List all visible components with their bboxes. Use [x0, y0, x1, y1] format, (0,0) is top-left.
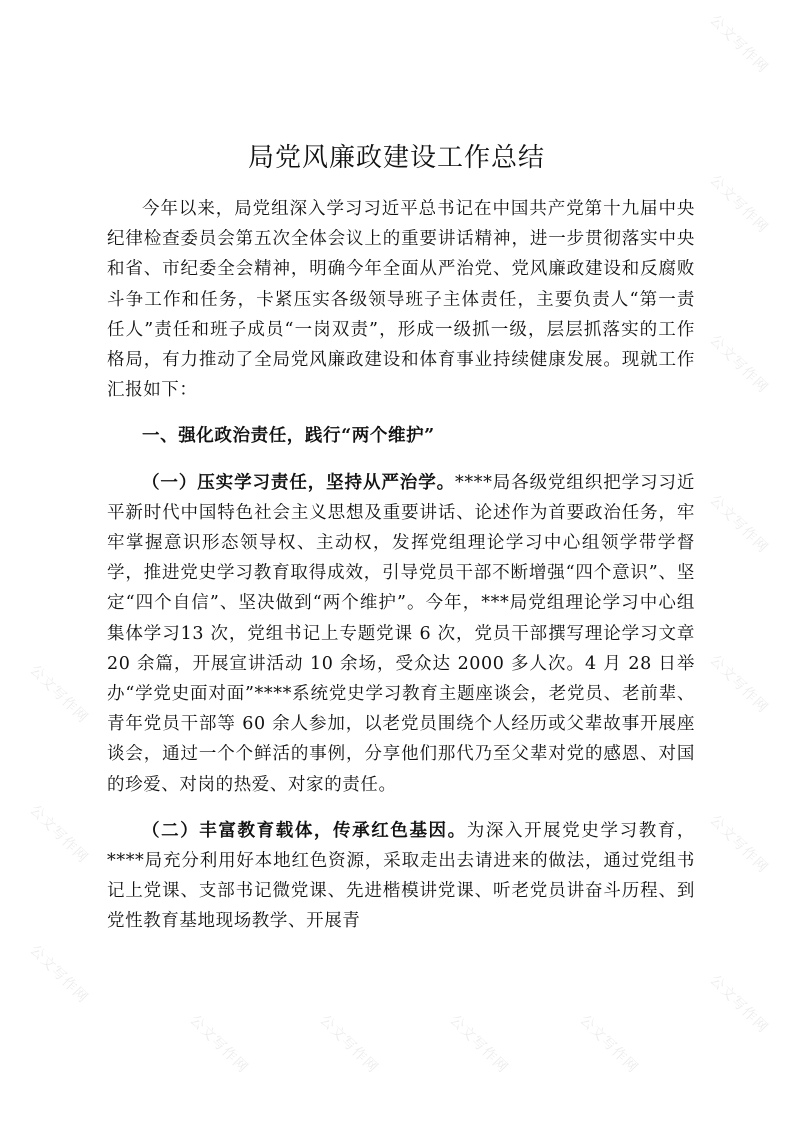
watermark-text: 公文写作网: [706, 652, 771, 717]
watermark-text: 公文写作网: [706, 492, 771, 557]
watermark-text: 公文写作网: [446, 1012, 511, 1077]
watermark-text: 公文写作网: [706, 172, 771, 237]
watermark-text: 公文写作网: [706, 972, 771, 1037]
watermark-text: 公文写作网: [706, 12, 771, 77]
document-title: 局党风廉政建设工作总结: [247, 143, 545, 173]
watermark-text: 公文写作网: [186, 1012, 251, 1077]
watermark-text: 公文写作网: [26, 942, 91, 1007]
watermark-text: 公文写作网: [26, 802, 91, 867]
intro-paragraph: 今年以来，局党组深入学习习近平总书记在中国共产党第十九届中央纪律检查委员会第五次全体会议上的重要讲话精神，进一步贯彻落实中央和省、市纪委全会精神，明确今年全面从严治党、党风廉政建设和反腐败斗争工作和任务，卡紧压实各级领导班子主体责任，主要负责人“第一责任人”责任和班子成员“一岗双责”，形成一级抓一级，层层抓落实的工作格局，有力推动了全局党风廉政建设和体育事业持续健康发展。现就工作汇报如下：: [107, 199, 695, 401]
subsection-lead: （一）压实学习责任，坚持从严治学。: [142, 472, 456, 493]
subsection-paragraph-2: [107, 816, 695, 937]
watermark-text: 公文写作网: [706, 812, 771, 877]
watermark-text: 公文写作网: [26, 662, 91, 727]
subsection-body: 为深入开展党史学习教育，****局充分利用好本地红色资源，采取走出去请进来的做法，通过党组书记上党课、支部书记微党课、先进楷模讲党课、听老党员讲奋斗历程、到党性教育基地现场教学、开展青: [107, 820, 696, 932]
document-body: [107, 194, 695, 937]
watermark-text: 公文写作网: [576, 1012, 641, 1077]
subsection-paragraph-1: [107, 468, 695, 800]
subsection-lead: （二）丰富教育载体，传承红色基因。: [142, 820, 467, 841]
watermark-text: 公文写作网: [316, 1012, 381, 1077]
section-heading: 一、强化政治责任，践行“两个维护”: [142, 426, 435, 447]
watermark-text: 公文写作网: [706, 332, 771, 397]
subsection-body: ****局各级党组织把学习习近平新时代中国特色社会主义思想及重要讲话、论述作为首要政治任务，牢牢掌握意识形态领导权、主动权，发挥党组理论学习中心组领学带学督学，推进党史学习教育取得成效，引导党员干部不断增强“四个意识”、坚定“四个自信”、坚决做到“两个维护”。今年，***局党组理论学习中心组集体学习13 次，党组书记上专题党课 6 次，党员干部撰写理论学习文章 20 余篇，开展宣讲活动 10 余场，受众达 2000 多人次。4 月 28 日举办“学党史面对面”****系统党史学习教育主题座谈会，老党员、老前辈、青年党员干部等 60 余人参加，以老党员围绕个人经历或父辈故事开展座谈会，通过一个个鲜活的事例，分享他们那代乃至父辈对党的感恩、对国的珍爱、对岗的热爱、对家的责任。: [107, 472, 696, 795]
